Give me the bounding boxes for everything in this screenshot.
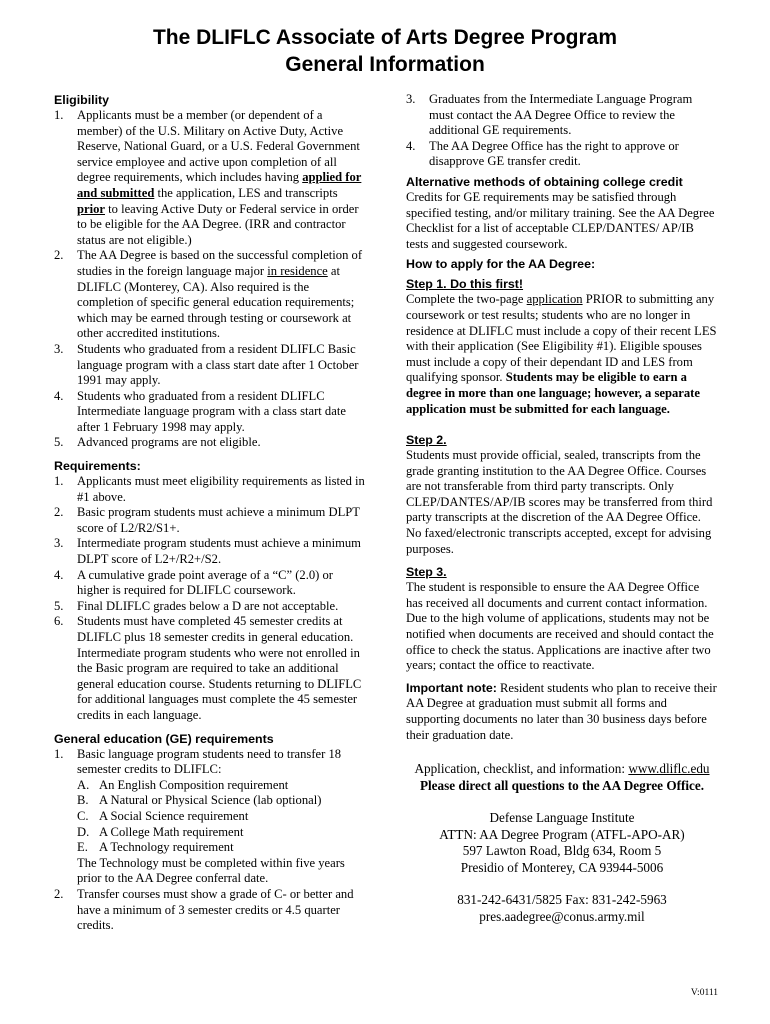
requirement-item: 2. Basic program students must achieve a minimum DLPT score of L2/R2/S1+. [54, 505, 360, 535]
requirement-item: 4. A cumulative grade point average of a “C” (2.0) or higher is required for DLIFLC coursework. [54, 567, 333, 598]
ge-sub-item: D. A College Math requirement [77, 824, 244, 839]
ge-sub-list [77, 778, 368, 856]
ge-sub-item: C. A Social Science requirement [77, 808, 249, 823]
ge-item: 2. Transfer courses must show a grade of C- or better and have a minimum of 3 semester credits or 4.5 quarter credits. [54, 886, 354, 933]
ge-item: 4. The AA Degree Office has the right to approve or disapprove GE transfer credit. [406, 138, 679, 169]
contact-block [406, 761, 718, 925]
phone-fax: 831-242-6431/5825 Fax: 831-242-5963 [457, 892, 667, 908]
howto-heading: How to apply for the AA Degree: [406, 257, 596, 272]
direct-questions: Please direct all questions to the AA Degree Office. [419, 777, 705, 793]
info-line: Application, checklist, and information: www.dliflc.edu [414, 761, 710, 777]
eligibility-item: 3. Students who graduated from a resident DLIFLC Basic language program with a class start date after 1 October 1991 may apply. [54, 341, 359, 388]
important-note-label: Important note: [406, 680, 497, 695]
requirements-heading: Requirements: [54, 459, 141, 474]
ge-list-continued [406, 92, 718, 170]
eligibility-list [54, 108, 368, 451]
requirement-item: 6. Students must have completed 45 semester credits at DLIFLC plus 18 semester credits in general education. Intermediate program students who were not enrolled in the Basic program are required to take an additional general education course. Students returning to DLIFLC for additional languages must complete the 45 semester credits in each language. [54, 614, 362, 722]
emphasis-text: in residence [267, 263, 328, 278]
ge-item: 3. Graduates from the Intermediate Language Program must contact the AA Degree Office to review the additional GE requirements. [406, 92, 693, 138]
address-line-3: 597 Lawton Road, Bldg 634, Room 5 [462, 843, 662, 859]
step1-heading: Step 1. Do this first! [406, 277, 524, 292]
ge-sub-item: A. An English Composition requirement [77, 777, 289, 792]
address-line-1: Defense Language Institute [489, 810, 635, 826]
eligibility-item: 4. Students who graduated from a resident DLIFLC Intermediate language program with a class start date after 1 February 1998 may apply. [54, 388, 346, 434]
step3-heading: Step 3. [406, 565, 447, 580]
requirement-item: 5. Final DLIFLC grades below a D are not acceptable. [54, 598, 339, 613]
step3-text: The student is responsible to ensure the AA Degree Office has received all documents and current contact information. Due to the high volume of applications, students may not be notified when documents are received and should contact the office to check the status. Applications are inactive after two years; contact the office to reactivate. [406, 580, 714, 673]
eligibility-item: 2. The AA Degree is based on the successful completion of studies in the foreign language major in residence at DLIFLC (Monterey, CA). Also required is the completion of specific general education requirements; which may be earned through testing or coursework at other accredited institutions. [54, 248, 363, 341]
application-link[interactable]: application [526, 292, 583, 307]
title-line-1: The DLIFLC Associate of Arts Degree Program [152, 26, 618, 49]
ge-sub-item: B. A Natural or Physical Science (lab optional) [77, 793, 322, 808]
ge-heading: General education (GE) requirements [54, 731, 274, 746]
title-line-2: General Information [285, 53, 485, 76]
address-line-4: Presidio of Monterey, CA 93944-5006 [460, 859, 664, 875]
website-link[interactable]: www.dliflc.edu [628, 761, 710, 777]
eligibility-item: 1. Applicants must be a member (or dependent of a member) of the U.S. Military on Active Duty, Active Reserve, National Guard, or a U.S. Federal Government service employee and active upon completion of all degree requirements, which includes having applied for and submitted the application, LES and transcripts prior to leaving Active Duty or Federal service in order to be eligible for the AA Degree. (IRR and contractor status are not eligible.) [54, 108, 362, 247]
requirement-item: 3. Intermediate program students must achieve a minimum DLPT score of L2+/R2+/S2. [54, 536, 361, 567]
alternative-text: Credits for GE requirements may be satisfied through specified testing, and/or military training. See the AA Degree Checklist for a list of acceptable CLEP/DANTES/ AP/IB tests and suggested coursework. [406, 189, 715, 251]
emphasis-text: applied for and submitted [77, 170, 362, 200]
requirements-list [54, 474, 368, 724]
alternative-heading: Alternative methods of obtaining college credit [406, 174, 683, 189]
ge-sub-item: E. A Technology requirement [77, 840, 234, 855]
important-note: Important note: Resident students who plan to receive their AA Degree at graduation must submit all forms and supporting documents no later than 30 business days before their graduation date. [406, 680, 717, 742]
step2-heading: Step 2. [406, 433, 447, 448]
email-address[interactable]: pres.aadegree@conus.army.mil [479, 908, 645, 924]
eligibility-heading: Eligibility [54, 93, 110, 107]
ge-technology-note: The Technology must be completed within five years prior to the AA Degree conferral date. [77, 855, 345, 886]
eligibility-item: 5. Advanced programs are not eligible. [54, 435, 261, 450]
emphasis-text: prior [77, 201, 105, 216]
ge-list [54, 747, 368, 934]
requirement-item: 1. Applicants must meet eligibility requirements as listed in #1 above. [54, 474, 365, 504]
right-column [406, 92, 718, 925]
step1-text: Complete the two-page application PRIOR to submitting any coursework or test results; students who are no longer in residence at DLIFLC must include a copy of their recent LES with their application (See Eligibility #1). Eligible spouses must include a copy of their dependant ID and LES from qualifying sponsor. Students may be eligible to earn a degree in more than one language; however, a separate application must be submitted for each language. [406, 292, 717, 416]
left-column [54, 92, 368, 934]
version-label: V:0111 [690, 988, 718, 998]
step2-text: Students must provide official, sealed, transcripts from the grade granting institution to the AA Degree Office. Courses are not transferable from third party transcripts. Only CLEP/DANTES/AP/IB scores may be transferred from third party transcripts at the discretion of the AA Degree Office. No faxed/electronic transcripts accepted, except for advising purposes. [406, 448, 713, 556]
page-title [0, 24, 770, 78]
ge-item: 1. Basic language program students need to transfer 18 semester credits to DLIFLC: A. An English Composition requirement B. A Natural or Physical Science (lab optional) C. A Social Science requirement D. A College Math requirement E. A Technology requirement The Technology must be completed within five years prior to the AA Degree conferral date. [54, 747, 368, 887]
address-line-2: ATTN: AA Degree Program (ATFL-APO-AR) [439, 826, 685, 842]
